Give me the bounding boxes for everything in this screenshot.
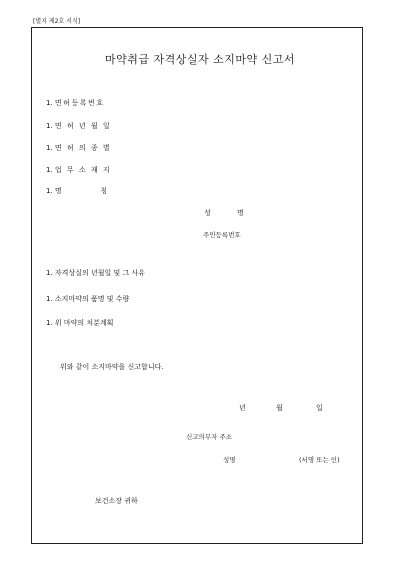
item-label: 면 허 의 종 별	[54, 144, 112, 152]
date-month-label: 월	[276, 404, 283, 412]
item-label: 업 무 소 재 지	[54, 166, 112, 174]
declaration-text: 위와 같이 소지마약을 신고합니다.	[60, 363, 164, 371]
resident-id-label: 주민등록번호	[203, 231, 241, 239]
field-disposal-plan	[46, 318, 113, 328]
field-license-number	[46, 98, 105, 108]
date-day-label: 일	[316, 404, 323, 412]
date-year-label: 년	[239, 404, 246, 412]
name-label-char1: 성	[204, 209, 211, 217]
name-label-char2: 명	[237, 209, 244, 217]
signature-or-seal-label: (서명 또는 인)	[299, 456, 340, 464]
item-label: 면허등록번호	[54, 99, 105, 107]
reporter-address-label: 신고의무자 주소	[186, 433, 233, 441]
item-number: 1.	[46, 99, 53, 107]
item-number: 1.	[46, 295, 53, 303]
item-label: 위 마약의 처분계획	[54, 319, 114, 327]
reporter-name-label: 성명	[223, 456, 236, 464]
form-title: 마약취급 자격상실자 소지마약 신고서	[104, 53, 295, 66]
item-label: 자격상실의 년월일 및 그 사유	[54, 269, 145, 277]
field-business-location	[46, 165, 111, 175]
item-label: 명 칭	[54, 187, 109, 195]
addressee-text: 보건소장 귀하	[95, 497, 138, 505]
field-license-date	[46, 121, 111, 131]
item-number: 1.	[46, 269, 53, 277]
item-number: 1.	[46, 122, 53, 130]
item-number: 1.	[46, 144, 53, 152]
form-number-tag: [별지 제2호 서식]	[33, 18, 81, 25]
item-label: 면 허 년 월 일	[54, 122, 112, 130]
field-loss-date-reason	[46, 268, 145, 278]
item-label: 소지마약의 품명 및 수량	[54, 295, 130, 303]
item-number: 1.	[46, 187, 53, 195]
field-business-name	[46, 186, 109, 196]
field-license-type	[46, 143, 111, 153]
item-number: 1.	[46, 319, 53, 327]
field-drug-items-quantity	[46, 294, 129, 304]
item-number: 1.	[46, 166, 53, 174]
